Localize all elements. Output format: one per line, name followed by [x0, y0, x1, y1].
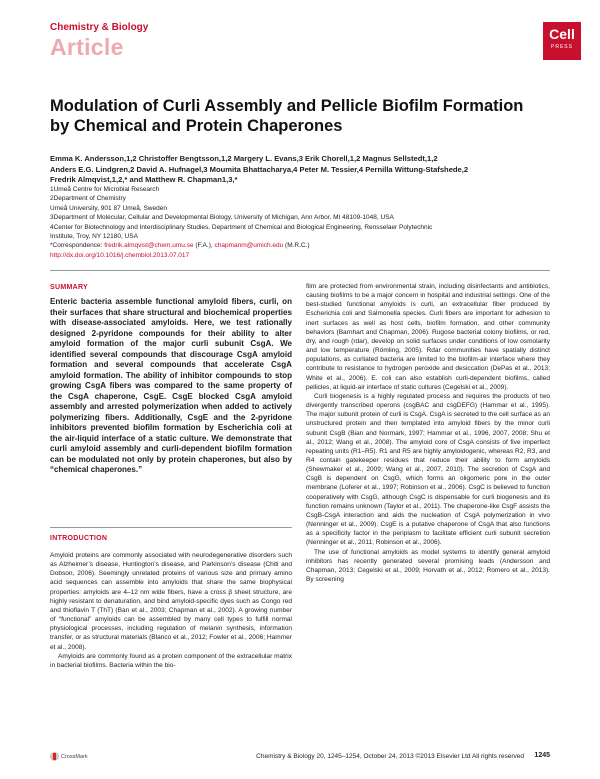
footer-citation: Chemistry & Biology 20, 1245–1254, October 24, 2013 ©2013 Elsevier Ltd All rights reserved — [256, 753, 524, 760]
crossmark-icon — [50, 752, 59, 761]
author-line: Emma K. Andersson,1,2 Christoffer Bengtsson,1,2 Margery L. Evans,3 Erik Chorell,1,2 Magnus Sellstedt,1,2 — [50, 154, 438, 163]
logo-main-text: Cell — [549, 26, 575, 42]
summary-text: Enteric bacteria assemble functional amyloid fibers, curli, on their surfaces that share structural and biochemical properties with disease-associated amyloids. Here, we test rationally designed 2-pyridone compounds for their ability to alter amyloid formation of the major curli subunit CsgA. We identified several compounds that discourage CsgA amyloid formation and several compounds that accelerate CsgA amyloid formation. The ability of inhibitor compounds to stop growing CsgA fibers was compared to the same property of the CsgA chaperone, CsgE. CsgE blocked CsgA amyloid assembly and arrested polymerization when added to actively polymerizing fibers. Additionally, CsgE and the 2-pyridone inhibitors prevented biofilm formation by Escherichia coli at the air-liquid interface of a static culture. We demonstrate that curli amyloid assembly and curli-dependent biofilm formation can be modulated not only by protein chaperones, but also by “chemical chaperones.” — [50, 297, 292, 474]
correspondence-label: *Correspondence: — [50, 242, 105, 250]
introduction-text — [50, 551, 292, 670]
paragraph: Amyloid proteins are commonly associated with neurodegenerative disorders such as Alzheimer’s disease, Huntington’s disease, and Parkinson’s disease (Chiti and Dobson, 2006). Seemingly unrelated proteins of various size and primary amino acid sequences can assemble into amyloids that share the same biophysical properties: amyloids are 4–12 nm wide fibers, have a cross β sheet structure, are highly resistant to denaturation, and bind amyloid-specific dyes such as Congo red and thioflavin T (ThT) (Ban et al., 2003; Chapman et al., 2002). A growing number of “functional” amyloids can be assembled by many cell types to fulfill normal physiological processes, including regulation of melanin synthesis, information transfer, or as structural materials (Blanco et al., 2012; Fowler et al., 2006; Hammer et al., 2008). — [50, 552, 292, 651]
crossmark-badge[interactable] — [50, 752, 88, 761]
affiliation-line: Institute, Troy, NY 12180, USA — [50, 233, 138, 241]
affiliation-line: 4Center for Biotechnology and Interdisciplinary Studies, Department of Chemical and Biological Engineering, Rensselaer Polytechnic — [50, 223, 433, 231]
right-column-text — [306, 282, 550, 584]
introduction-heading: INTRODUCTION — [50, 535, 108, 542]
affiliation-line: Umeå University, 901 87 Umeå, Sweden — [50, 204, 167, 212]
doi-link[interactable]: http://dx.doi.org/10.1016/j.chembiol.2013.07.017 — [50, 251, 190, 259]
crossmark-label: CrossMark — [61, 753, 88, 760]
journal-name: Chemistry & Biology — [50, 22, 149, 33]
section-divider — [50, 270, 550, 271]
correspondence-name: (F.A.), — [193, 242, 215, 250]
paper-title: Modulation of Curli Assembly and Pellicle Biofilm Formation by Chemical and Protein Chaperones — [50, 97, 524, 135]
page-number: 1245 — [534, 752, 550, 759]
author-line: Anders E.G. Lindgren,2 David A. Hufnagel,3 Moumita Bhattacharya,4 Peter M. Tessier,4 Pernilla Wittung-Stafshede,2 — [50, 164, 469, 174]
email-link-almqvist[interactable]: fredrik.almqvist@chem.umu.se — [104, 242, 194, 250]
cell-press-logo[interactable] — [543, 22, 581, 60]
correspondence-name: (M.R.C.) — [283, 242, 310, 250]
email-link-chapman[interactable]: chapmanm@umich.edu — [214, 242, 284, 250]
summary-heading: SUMMARY — [50, 284, 89, 291]
paragraph: Curli biogenesis is a highly regulated process and requires the products of two divergently transcribed operons (csgBAC and csgDEFG) (Hammar et al., 1995). The major subunit protein of curli is CsgA. CsgA is secreted to the cell surface as an unstructured protein and then templated into amyloid fibers by the minor curli subunit CsgB (Bian and Normark, 1997; Hammar et al., 1996, 2007, 2008; Shu et al., 2012; Wang et al., 2008). The amyloid core of CsgA consists of five imperfect repeating units (R1–R5). R1 and R5 are highly amyloidogenic, whereas R2, R3, and R4 contain gatekeeper residues that reduce their ability to form amyloids (Shewmaker et al., 2009; Wang et al., 2007, 2010). The secretion of CsgA and CsgB is dependent on CsgG, which forms an oligomeric pore in the outer membrane (Loferer et al., 1997; Robinson et al., 2006). CsgC is believed to function cooperatively with CsgG, although CsgC is dispensable for curli biogenesis and its function remains unknown (Taylor et al., 2011). The chaperone-like CsgF assists the CsgB-CsgA interaction and aids the nucleation of CsgA polymerization in vivo (Nenninger et al., 2009). CsgE is a putative chaperone of CsgA that also functions as a specificity factor in the periplasm to facilitate efficient curli subunit secretion (Nenninger et al., 2011; Robinson et al., 2006). — [306, 392, 550, 547]
section-divider — [50, 527, 292, 528]
correspondence — [50, 241, 550, 250]
affiliations — [50, 185, 550, 260]
affiliation-line: 3Department of Molecular, Cellular and Developmental Biology, University of Michigan, Ann Arbor, MI 48109-1048, USA — [50, 214, 394, 222]
page-footer — [50, 752, 550, 766]
article-type: Article — [50, 34, 124, 60]
paragraph: The use of functional amyloids as model systems to identify general amyloid inhibitors has recently generated several promising leads (Andersson and Chapman, 2013; Cegelski et al., 2009; Horvath et al., 2012; Romero et al., 2013). By screening — [306, 548, 550, 583]
affiliation-line: 1Umeå Centre for Microbial Research — [50, 186, 160, 193]
paragraph: film are protected from environmental strain, including disinfectants and antibiotics, causing biofilms to be a major concern in hospital and industrial settings. One of the best-studied functional amyloids is curli, an extracellular fiber produced by Escherichia coli and Salmonella species. Curli fibers are important for adhesion to inert surfaces as well as host cells, biofilm formation, and other community behaviors (Barnhart and Chapman, 2006). Rugose bacterial colony biofilms, or red, dry, and rough (rdar), develop on solid surfaces under conditions of low osmolarity and low temperature (Römling, 2005). Rdar communities have spatially distinct populations, as curliated bacteria are limited to the biofilm-air interface where they contribute to resistance to hydrogen peroxide and desiccation (DePas et al., 2013; White et al., 2006). E. coli can also establish curli-dependent biofilms, called pellicles, at liquid-air interface of static cultures (Cegelski et al., 2009). — [306, 283, 550, 391]
paragraph: Amyloids are commonly found as a protein component of the extracellular matrix in bacterial biofilms. Bacteria within the bio- — [50, 652, 292, 669]
author-line: Fredrik Almqvist,1,2,* and Matthew R. Chapman1,3,* — [50, 175, 238, 185]
affiliation-line: 2Department of Chemistry — [50, 195, 126, 203]
author-list — [50, 154, 540, 186]
logo-sub-text: PRESS — [551, 44, 573, 50]
